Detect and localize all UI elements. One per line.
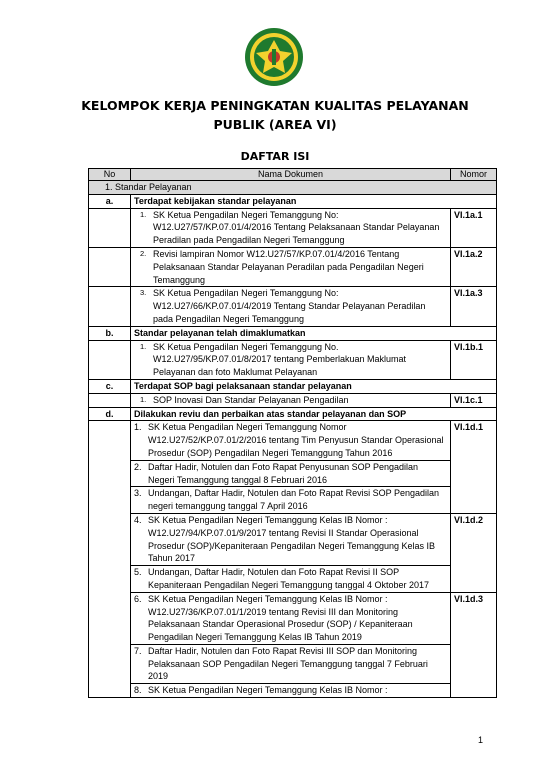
subsection-row <box>89 194 497 208</box>
subsection-letter: b. <box>89 326 131 340</box>
table-row <box>89 566 497 593</box>
document-name: SK Ketua Pengadilan Negeri Temanggung No. W12.U27/95/KP.07.01/8/2017 tentang Pemberlakuan Maklumat Pelayanan dan foto Maklumat Pelayanan <box>153 341 406 378</box>
document-name: SK Ketua Pengadilan Negeri Temanggung Kelas IB Nomor : W12.U27/94/KP.07.01/9/2017 tentang Revisi II Standar Operasional Prosedur (SOP)/Kepaniteraan Pengadilan Negeri Temanggung Kelas IB Tahun 2017 <box>148 514 436 564</box>
document-name: SK Ketua Pengadilan Negeri Temanggung Kelas IB Nomor : <box>148 685 388 696</box>
document-code: VI.1a.1 <box>451 208 497 247</box>
subsection-title: Terdapat kebijakan standar pelayanan <box>131 194 497 208</box>
item-number: 3. <box>140 288 147 298</box>
item-number: 2. <box>134 461 142 472</box>
col-document-header: Nama Dokumen <box>131 169 451 181</box>
page-number: 1 <box>478 735 484 745</box>
col-no-header: No <box>89 169 131 181</box>
item-number: 5. <box>134 567 142 578</box>
table-of-contents-heading: DAFTAR ISI <box>240 150 310 163</box>
table-row <box>89 684 497 698</box>
table-row <box>89 393 497 407</box>
document-name: Daftar Hadir, Notulen dan Foto Rapat Penyusunan SOP Pengadilan Negeri Temanggung tanggal 8 Februari 2016 <box>148 461 419 485</box>
document-name: Undangan, Daftar Hadir, Notulen dan Foto Rapat Revisi II SOP Kepaniteraan Pengadilan Negeri Temanggung tanggal 4 Oktober 2017 <box>148 567 430 590</box>
document-code: VI.1d.2 <box>451 513 497 592</box>
document-code: VI.1d.1 <box>451 421 497 514</box>
table-row <box>89 421 497 460</box>
document-title-line2: PUBLIK (AREA VI) <box>213 117 337 132</box>
table-row <box>89 340 497 379</box>
document-name: SK Ketua Pengadilan Negeri Temanggung Kelas IB Nomor : W12.U27/36/KP.07.01/1/2019 tentang Revisi III dan Monitoring Pelaksanaan Standar Operasional Prosedur (SOP) / Kepaniteraan Pengadilan Negeri Temanggung Kelas IB Tahun 2019 <box>148 593 413 643</box>
col-nomor-header: Nomor <box>451 169 497 181</box>
item-number: 1. <box>140 394 147 404</box>
table-row <box>89 487 497 514</box>
item-number: 4. <box>134 514 142 525</box>
document-name: SK Ketua Pengadilan Negeri Temanggung No: W12.U27/66/KP.07.01/4/2019 Tentang Standar Pelayanan Peradilan pada Pengadilan Negeri Temanggung <box>153 288 426 324</box>
court-emblem-logo <box>244 27 304 87</box>
table-row <box>89 644 497 683</box>
document-name: Undangan, Daftar Hadir, Notulen dan Foto Rapat Revisi SOP Pengadilan negeri temanggung tanggal 7 April 2016 <box>148 488 440 512</box>
table-row <box>89 247 497 286</box>
item-number: 6. <box>134 593 142 604</box>
document-name: SK Ketua Pengadilan Negeri Temanggung Nomor W12.U27/52/KP.07.01/2/2016 tentang Tim Penyusun Standar Operasional Prosedur (SOP) Pengadilan Negeri Temanggung Tahun 2016 <box>148 422 444 458</box>
item-number: 1. <box>140 341 147 351</box>
document-title-line1: KELOMPOK KERJA PENINGKATAN KUALITAS PELAYANAN <box>81 98 469 113</box>
table-row <box>89 592 497 644</box>
header-row <box>89 169 497 181</box>
subsection-title: Dilakukan reviu dan perbaikan atas standar pelayanan dan SOP <box>131 407 497 421</box>
item-number: 1. <box>134 422 142 433</box>
contents-table <box>88 168 497 698</box>
item-number: 8. <box>134 685 142 696</box>
table-row <box>89 513 497 565</box>
table-row <box>89 460 497 487</box>
subsection-letter: d. <box>89 407 131 421</box>
item-number: 3. <box>134 488 142 499</box>
subsection-row <box>89 379 497 393</box>
section-row <box>89 181 497 195</box>
document-code: VI.1b.1 <box>451 340 497 379</box>
subsection-row <box>89 407 497 421</box>
item-number: 1. <box>140 209 147 219</box>
document-name: SK Ketua Pengadilan Negeri Temanggung No: W12.U27/57/KP.07.01/4/2016 Tentang Pelaksanaan Standar Pelayanan Peradilan pada Pengadilan Negeri Temanggung <box>153 209 440 246</box>
section-title: 1. Standar Pelayanan <box>89 181 497 195</box>
document-code: VI.1d.3 <box>451 592 497 697</box>
document-code: VI.1a.3 <box>451 287 497 326</box>
subsection-letter: c. <box>89 379 131 393</box>
document-code: VI.1c.1 <box>451 393 497 407</box>
subsection-row <box>89 326 497 340</box>
table-row <box>89 287 497 326</box>
document-name: Revisi lampiran Nomor W12.U27/57/KP.07.01/4/2016 Tentang Pelaksanaan Standar Pelayanan Peradilan pada Pengadilan Negeri Temanggung <box>153 248 424 285</box>
item-number: 7. <box>134 645 142 656</box>
subsection-title: Standar pelayanan telah dimaklumatkan <box>131 326 497 340</box>
subsection-title: Terdapat SOP bagi pelaksanaan standar pelayanan <box>131 379 497 393</box>
document-code: VI.1a.2 <box>451 247 497 286</box>
document-name: Daftar Hadir, Notulen dan Foto Rapat Revisi III SOP dan Monitoring Pelaksanaan SOP Pengadilan Negeri Temanggung tanggal 7 Februari 2019 <box>148 645 428 682</box>
subsection-letter: a. <box>89 194 131 208</box>
item-number: 2. <box>140 248 147 258</box>
document-name: SOP Inovasi Dan Standar Pelayanan Pengadilan <box>153 394 349 405</box>
table-row <box>89 208 497 247</box>
